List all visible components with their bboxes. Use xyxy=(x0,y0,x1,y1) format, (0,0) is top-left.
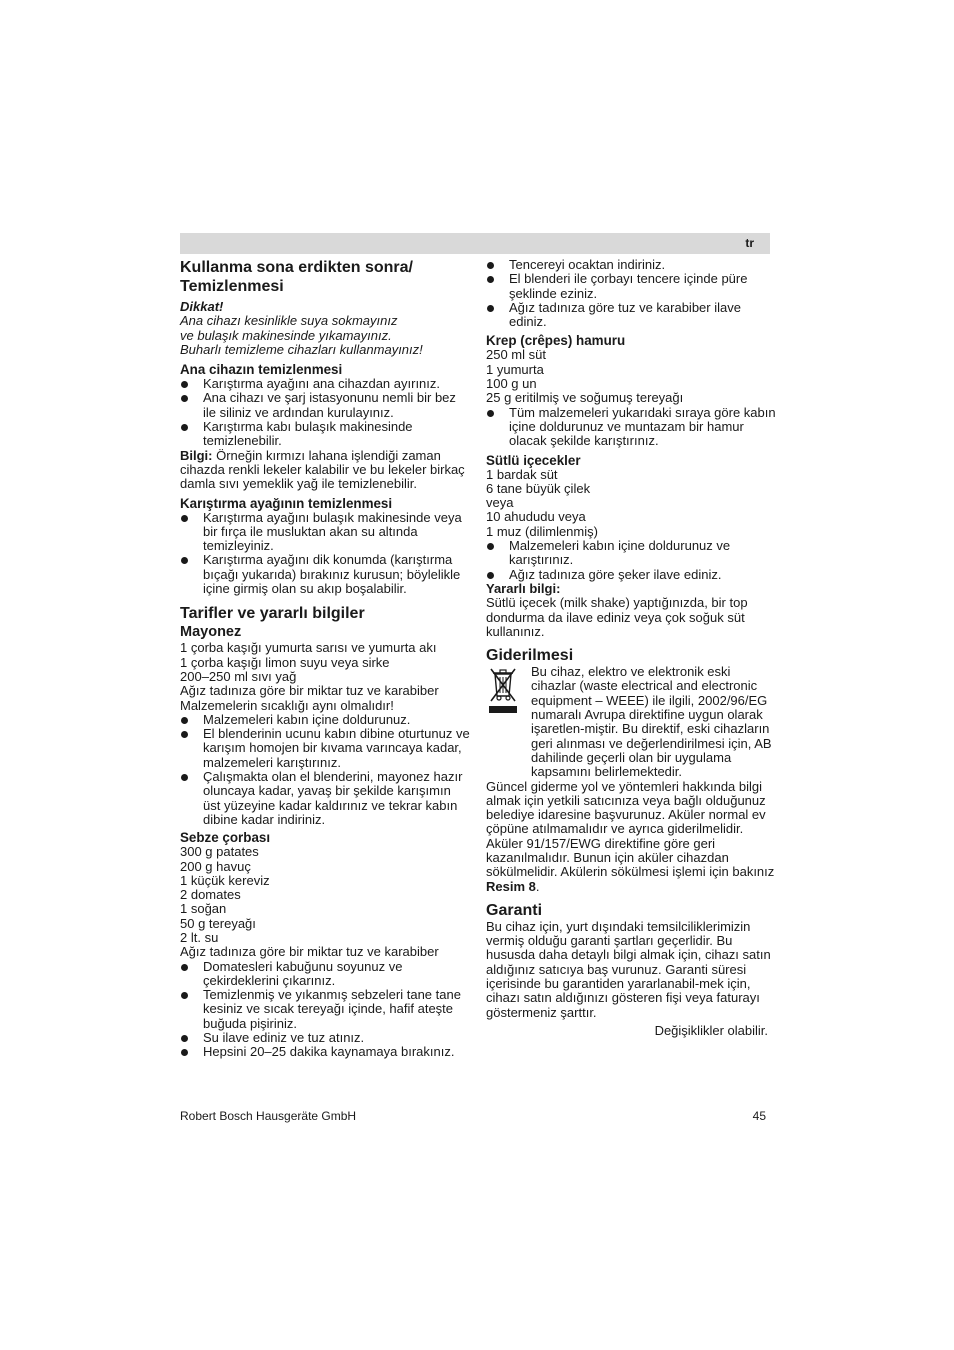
mayonez-line: Ağız tadınıza göre bir miktar tuz ve karabiber xyxy=(180,683,439,699)
list-item: Karıştırma ayağını dik konumda (karıştırma bıçağı yukarıda) bırakınız kurusun; böylelikle içine girmiş olan su akıp boşalabilir. xyxy=(180,553,470,596)
list-item: El blenderinin ucunu kabın dibine oturtunuz ve karışım homojen bir kıvama varıncaya kadar, malzemeleri karıştırınız. xyxy=(180,727,470,770)
sebze-line: 200 g havuç xyxy=(180,858,251,874)
resim-reference: Resim 8. xyxy=(486,878,540,894)
bilgi-text: Örneğin kırmızı lahana işlendiği zaman cihazda renkli lekeler kalabilir ve bu lekeler birkaç damla sıvı yemeklik yağ ile temizlenebilir. xyxy=(180,447,465,492)
resim-label: Resim 8 xyxy=(486,878,536,894)
sebze-line: 1 küçük kereviz xyxy=(180,872,270,888)
mayonez-line: 1 çorba kaşığı limon suyu veya sirke xyxy=(180,654,390,670)
list-item: Karıştırma ayağını bulaşık makinesinde veya bir fırça ile musluktan akan su altında temizleyiniz. xyxy=(180,511,470,554)
mayonez-line: 200–250 ml sıvı yağ xyxy=(180,668,297,684)
krep-line: 250 ml süt xyxy=(486,347,546,363)
list-item: Domatesleri kabuğunu soyunuz ve çekirdeklerini çıkarınız. xyxy=(180,960,470,989)
sutlu-line: 1 muz (dilimlenmiş) xyxy=(486,523,598,539)
krep-heading: Krep (crêpes) hamuru xyxy=(486,333,626,349)
weee-text: Bu cihaz, elektro ve elektronik eski cihazlar (waste electrical and electronic equipment – WEEE) ile ilgili, 2002/96/EG numaralı Avrupa direktifine uygun olarak işaretlen-miştir. Bu direktif, eski cihazların geri alınması ve değerlendirilmesi için, AB dahilinde geçerli olan bir uygulama kapsamını belirlemektedir. xyxy=(531,664,772,780)
section-title-line1: Kullanma sona erdikten sonra/ xyxy=(180,259,413,276)
caution-line-3: Buharlı temizleme cihazları kullanmayınız! xyxy=(180,341,423,357)
weee-block xyxy=(486,665,776,779)
list-item: Tencereyi ocaktan indiriniz. xyxy=(486,258,776,272)
right-column xyxy=(486,258,776,1038)
yararli-text: Sütlü içecek (milk shake) yaptığınızda, bir top dondurma da ilave ediniz veya çok soğuk süt kullanınız. xyxy=(486,595,748,639)
sebze-line: 2 lt. su xyxy=(180,929,219,945)
list-item: Çalışmakta olan el blenderini, mayonez hazır oluncaya kadar, yavaş bir şekilde karışımın üst yüzeyine kadar kaldırınız ve tekrar kabın dibine kadar indiriniz. xyxy=(180,770,470,827)
sutlu-line: 10 ahududu veya xyxy=(486,509,586,525)
caution-line-1: Ana cihazı kesinlikle suya sokmayınız xyxy=(180,313,398,329)
sutlu-line: veya xyxy=(486,495,514,511)
caution-label: Dikkat! xyxy=(180,299,224,314)
mayonez-line: 1 çorba kaşığı yumurta sarısı ve yumurta akı xyxy=(180,640,437,656)
sebze-line: Ağız tadınıza göre bir miktar tuz ve karabiber xyxy=(180,944,439,960)
sebze-list xyxy=(180,960,470,1060)
bilgi-label: Bilgi: xyxy=(180,447,213,463)
ayak-heading: Karıştırma ayağının temizlenmesi xyxy=(180,495,393,511)
list-item: Su ilave ediniz ve tuz atınız. xyxy=(180,1031,470,1045)
page-number: 45 xyxy=(752,1109,766,1123)
krep-line: 100 g un xyxy=(486,376,537,392)
list-item: Hepsini 20–25 dakika kaynamaya bırakınız. xyxy=(180,1045,470,1059)
list-item: Karıştırma kabı bulaşık makinesinde temizlenebilir. xyxy=(180,420,470,449)
mayonez-heading: Mayonez xyxy=(180,624,242,641)
list-item: Karıştırma ayağını ana cihazdan ayırınız. xyxy=(180,377,470,391)
krep-line: 1 yumurta xyxy=(486,361,544,377)
changes-note: Değişiklikler olabilir. xyxy=(654,1022,768,1038)
krep-line: 25 g eritilmiş ve soğumuş tereyağı xyxy=(486,390,684,406)
list-item: El blenderi ile çorbayı tencere içinde püre şeklinde eziniz. xyxy=(486,272,776,301)
crossed-bin-icon xyxy=(487,666,519,714)
krep-list xyxy=(486,406,776,449)
list-item: Ağız tadınıza göre tuz ve karabiber ilave ediniz. xyxy=(486,301,776,330)
ayak-list xyxy=(180,511,470,597)
sutlu-line: 1 bardak süt xyxy=(486,466,558,482)
sebze-line: 1 soğan xyxy=(180,901,227,917)
sutlu-list xyxy=(486,539,776,582)
list-item: Temizlenmiş ve yıkanmış sebzeleri tane tane kesiniz ve sıcak tereyağı içinde, hafif ateşte buğuda pişiriniz. xyxy=(180,988,470,1031)
list-item: Ağız tadınıza göre şeker ilave ediniz. xyxy=(486,568,776,582)
sebze-line: 300 g patates xyxy=(180,844,259,860)
caution-line-2: ve bulaşık makinesinde yıkamayınız. xyxy=(180,327,392,343)
garanti-heading: Garanti xyxy=(486,901,543,919)
ana-list xyxy=(180,377,470,448)
yararli-label: Yararlı bilgi: xyxy=(486,580,561,596)
sutlu-line: 6 tane büyük çilek xyxy=(486,480,591,496)
list-item: Malzemeleri kabın içine doldurunuz. xyxy=(180,713,470,727)
language-bar xyxy=(180,233,770,254)
sebze-heading: Sebze çorbası xyxy=(180,830,271,846)
sutlu-heading: Sütlü içecekler xyxy=(486,452,581,468)
mayonez-list xyxy=(180,713,470,827)
tarifler-heading: Tarifler ve yararlı bilgiler xyxy=(180,605,365,623)
mayonez-line: Malzemelerin sıcaklığı aynı olmalıdır! xyxy=(180,697,394,713)
giderilmesi-heading: Giderilmesi xyxy=(486,647,574,665)
section-title-line2: Temizlenmesi xyxy=(180,278,284,295)
bilgi-paragraph xyxy=(180,449,470,492)
list-item: Ana cihazı ve şarj istasyonunu nemli bir bez ile siliniz ve ardından kurulayınız. xyxy=(180,391,470,420)
footer-company: Robert Bosch Hausgeräte GmbH xyxy=(180,1109,357,1123)
sebze-line: 2 domates xyxy=(180,887,241,903)
sebze-line: 50 g tereyağı xyxy=(180,915,256,931)
language-code: tr xyxy=(745,236,754,250)
list-item: Malzemeleri kabın içine doldurunuz ve karıştırınız. xyxy=(486,539,776,568)
garanti-text: Bu cihaz için, yurt dışındaki temsilciliklerimizin vermiş olduğu garanti şartları geçerlidir. Bu hususda daha detaylı bilgi almak için, cihazı satın aldığınız satıcıya baş vurunuz. Garanti süresi içerisinde bu garantiden yararlanabil-mek için, cihazı satın aldığınızı gösteren fişi veya faturayı göstermeniz şarttır. xyxy=(486,918,771,1020)
sebze-list-continued xyxy=(486,258,776,329)
giderme-text: Güncel giderme yol ve yöntemleri hakkında bilgi almak için yetkili satıcınıza veya bağlı olduğunuz belediye idaresine başvurunuz. Aküler normal ev çöpüne atılmamalıdır ve ayrıca giderilmelidir. Aküler 91/157/EWG direktifine göre geri kazanılmalıdır. Bunun için aküler cihazdan sökülmelidir. Akülerin sökülmesi işlemi için bakınız xyxy=(486,778,775,880)
ana-heading: Ana cihazın temizlenmesi xyxy=(180,362,343,378)
list-item: Tüm malzemeleri yukarıdaki sıraya göre kabın içine doldurunuz ve muntazam bir hamur olacak şekilde karıştırınız. xyxy=(486,406,776,449)
left-column xyxy=(180,258,470,1060)
